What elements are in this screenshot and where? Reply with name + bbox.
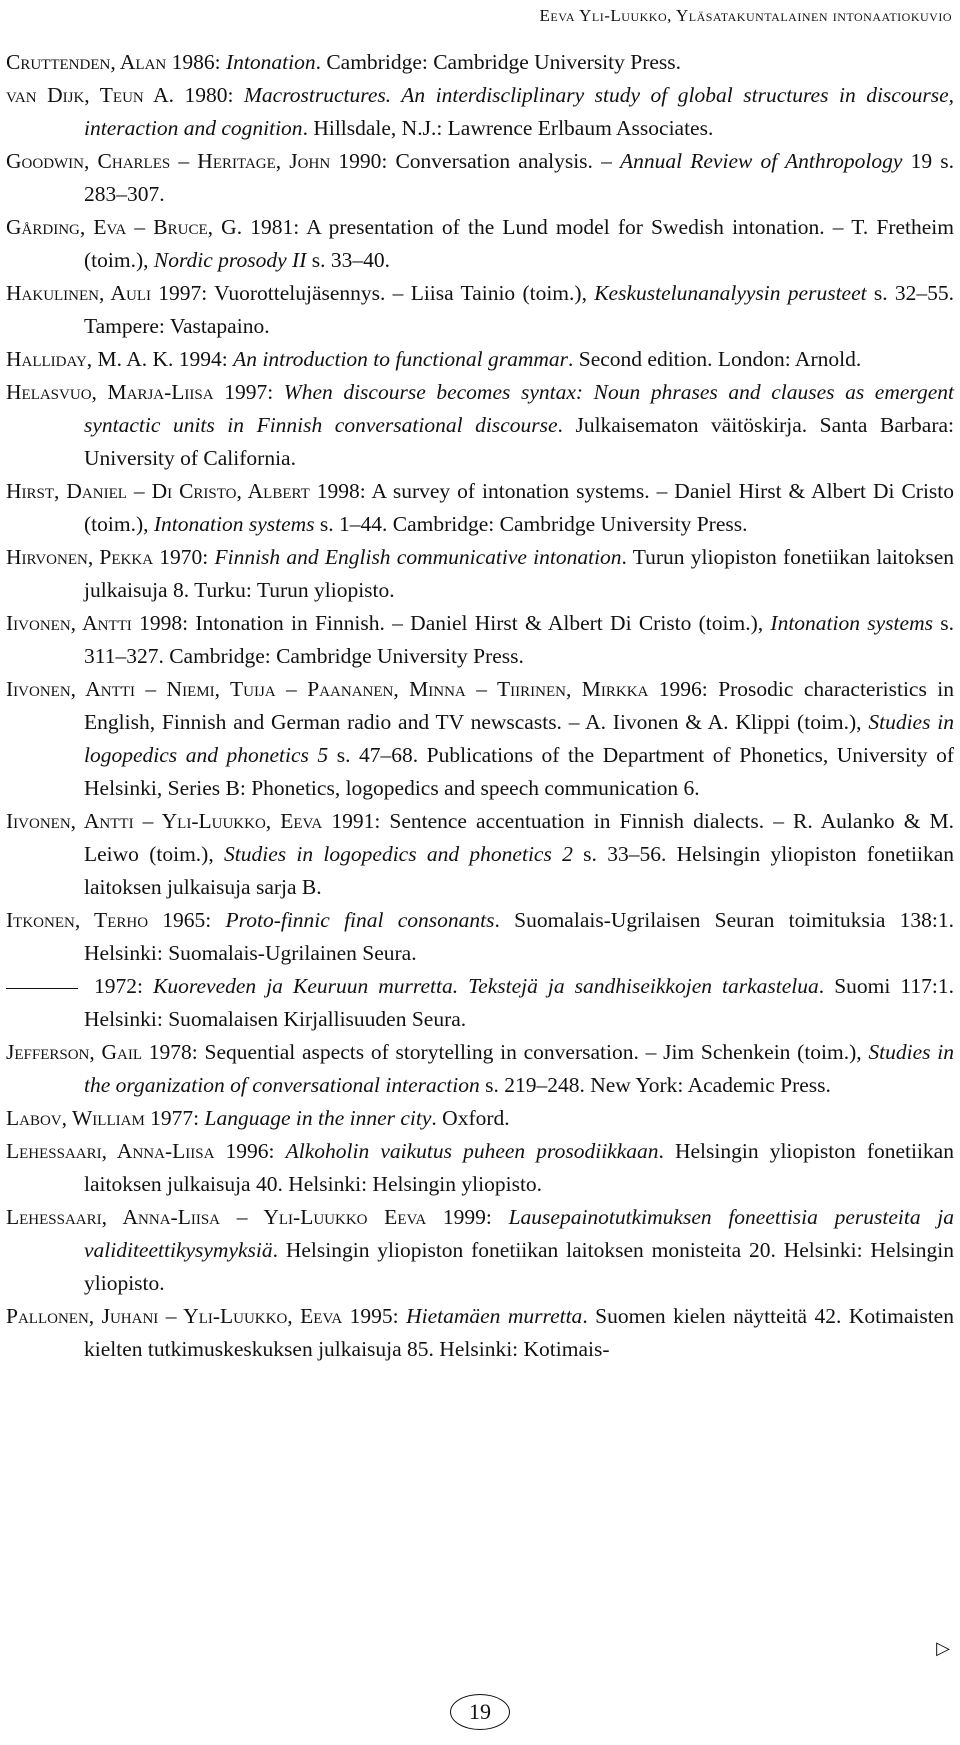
reference-entry	[6, 376, 954, 475]
reference-entry	[6, 970, 954, 1036]
reference-text: 1997:	[213, 380, 284, 404]
reference-author: Hakulinen, Auli	[6, 281, 151, 305]
running-header: Eeva Yli-Luukko, Yläsatakuntalainen intonaatiokuvio	[539, 6, 952, 25]
reference-author: Gårding, Eva – Bruce, G.	[6, 215, 243, 239]
reference-entry	[6, 904, 954, 970]
reference-text: 1990: Conversation analysis. –	[330, 149, 620, 173]
reference-title: Keskustelunanalyysin perusteet	[594, 281, 867, 305]
reference-text: s. 219–248. New York: Academic Press.	[479, 1073, 831, 1097]
continuation-arrow-icon: ▷	[936, 1638, 950, 1659]
reference-text: 1994:	[173, 347, 234, 371]
reference-text: . Oxford.	[431, 1106, 510, 1130]
reference-entry	[6, 805, 954, 904]
reference-title: When discourse becomes syntax: Noun phrases and clauses as emergent syntactic units in Finnish conversational discourse	[84, 380, 955, 437]
reference-text: 19 s. 283–307.	[84, 149, 954, 206]
reference-text: 1972:	[84, 974, 154, 998]
reference-text: 1978: Sequential aspects of storytelling in conversation. – Jim Schenkein (toim.),	[142, 1040, 869, 1064]
reference-text: s. 47–68. Publications of the Department of Phonetics, University of Helsinki, Series B: Phonetics, logopedics and speech communication 6.	[84, 743, 954, 800]
reference-entry	[6, 607, 954, 673]
reference-entry	[6, 1036, 954, 1102]
reference-author: Iivonen, Antti	[6, 611, 132, 635]
reference-text: 1986:	[166, 50, 226, 74]
reference-author: van Dijk, Teun A.	[6, 83, 174, 107]
page-number	[450, 1694, 510, 1730]
page-number-label: 19	[469, 1699, 491, 1724]
reference-author: Hirvonen, Pekka	[6, 545, 154, 569]
reference-entry	[6, 1201, 954, 1300]
reference-entry	[6, 475, 954, 541]
reference-title: Alkoholin vaikutus puheen prosodiikkaan	[285, 1139, 659, 1163]
reference-author: Goodwin, Charles – Heritage, John	[6, 149, 331, 173]
reference-text: . Hillsdale, N.J.: Lawrence Erlbaum Associates.	[302, 116, 714, 140]
reference-title: Hietamäen murretta	[406, 1304, 583, 1328]
reference-text: . Suomen kielen näytteitä 42. Kotimaisten kielten tutkimuskeskuksen julkaisuja 85. Helsinki: Kotimais-	[84, 1304, 954, 1361]
reference-entry	[6, 79, 954, 145]
reference-entry	[6, 541, 954, 607]
reference-author: Jefferson, Gail	[6, 1040, 143, 1064]
reference-entry	[6, 673, 954, 805]
reference-entry	[6, 277, 954, 343]
reference-text: 1997: Vuorottelujäsennys. – Liisa Tainio (toim.),	[151, 281, 595, 305]
reference-title: Studies in logopedics and phonetics 2	[224, 842, 573, 866]
reference-text: s. 311–327. Cambridge: Cambridge University Press.	[84, 611, 954, 668]
reference-author: Cruttenden, Alan	[6, 50, 167, 74]
reference-text: 1996: Prosodic characteristics in English, Finnish and German radio and TV newscasts. – A. Iivonen & A. Klippi (toim.),	[84, 677, 954, 734]
reference-author: Helasvuo, Marja-Liisa	[6, 380, 214, 404]
reference-text: 1970:	[153, 545, 215, 569]
reference-text: 1998: Intonation in Finnish. – Daniel Hirst & Albert Di Cristo (toim.),	[131, 611, 771, 635]
reference-text: 1980:	[173, 83, 244, 107]
reference-text: 1981: A presentation of the Lund model for Swedish intonation. – T. Fretheim (toim.),	[84, 215, 954, 272]
reference-author: Itkonen, Terho	[6, 908, 149, 932]
reference-entry	[6, 211, 954, 277]
reference-text: s. 33–56. Helsingin yliopiston fonetiikan laitoksen julkaisuja sarja B.	[84, 842, 954, 899]
reference-text: s. 33–40.	[306, 248, 390, 272]
reference-text: . Helsingin yliopiston fonetiikan laitoksen julkaisuja 40. Helsinki: Helsingin yliopisto.	[84, 1139, 954, 1196]
reference-text: . Helsingin yliopiston fonetiikan laitoksen monisteita 20. Helsinki: Helsingin yliopisto.	[84, 1238, 954, 1295]
reference-title: Lausepainotutkimuksen foneettisia perusteita ja validiteettikysymyksiä	[84, 1205, 954, 1262]
reference-author: Lehessaari, Anna-Liisa	[6, 1139, 215, 1163]
reference-entry	[6, 46, 954, 79]
reference-text: 1995:	[342, 1304, 407, 1328]
reference-text: . Cambridge: Cambridge University Press.	[315, 50, 682, 74]
reference-title: Language in the inner city	[204, 1106, 432, 1130]
reference-title: Intonation	[225, 50, 316, 74]
reference-title: Proto-finnic final consonants	[225, 908, 495, 932]
reference-title: Annual Review of Anthropology	[619, 149, 903, 173]
reference-text: 1977:	[144, 1106, 205, 1130]
reference-title: An introduction to functional grammar	[233, 347, 568, 371]
reference-author: Pallonen, Juhani – Yli-Luukko, Eeva	[6, 1304, 343, 1328]
reference-title: Intonation systems	[770, 611, 933, 635]
ditto-dash	[6, 988, 78, 989]
reference-text: . Julkaisematon väitöskirja. Santa Barbara: University of California.	[84, 413, 954, 470]
reference-entry	[6, 145, 954, 211]
reference-author: Labov, William	[6, 1106, 145, 1130]
reference-text: . Suomi 117:1. Helsinki: Suomalaisen Kirjallisuuden Seura.	[84, 974, 954, 1031]
reference-title: Macrostructures. An interdiscliplinary study of global structures in discourse, interaction and cognition	[84, 83, 954, 140]
reference-title: Intonation systems	[153, 512, 315, 536]
reference-text: 1998: A survey of intonation systems. – Daniel Hirst & Albert Di Cristo (toim.),	[84, 479, 955, 536]
reference-text: s. 1–44. Cambridge: Cambridge University Press.	[314, 512, 748, 536]
reference-entry	[6, 1300, 954, 1366]
reference-title: Studies in logopedics and phonetics 5	[84, 710, 954, 767]
reference-text: . Turun yliopiston fonetiikan laitoksen julkaisuja 8. Turku: Turun yliopisto.	[84, 545, 955, 602]
reference-text: 1991: Sentence accentuation in Finnish dialects. – R. Aulanko & M. Leiwo (toim.),	[84, 809, 954, 866]
reference-text: . Second edition. London: Arnold.	[568, 347, 862, 371]
reference-text: 1996:	[214, 1139, 286, 1163]
reference-text: s. 32–55. Tampere: Vastapaino.	[84, 281, 955, 338]
reference-entry	[6, 1102, 954, 1135]
reference-entry	[6, 1135, 954, 1201]
reference-title: Finnish and English communicative intonation	[214, 545, 622, 569]
reference-list	[6, 46, 954, 1366]
reference-author: Iivonen, Antti – Yli-Luukko, Eeva	[6, 809, 323, 833]
reference-title: Kuoreveden ja Keuruun murretta. Tekstejä ja sandhiseikkojen tarkastelua	[153, 974, 819, 998]
reference-author: Hirst, Daniel – Di Cristo, Albert	[6, 479, 310, 503]
reference-author: Iivonen, Antti – Niemi, Tuija – Paananen, Minna – Tiirinen, Mirkka	[6, 677, 649, 701]
reference-author: Halliday, M. A. K.	[6, 347, 174, 371]
reference-text: . Suomalais-Ugrilaisen Seuran toimituksia 138:1. Helsinki: Suomalais-Ugrilainen Seura.	[84, 908, 954, 965]
reference-author: Lehessaari, Anna-Liisa – Yli-Luukko Eeva	[6, 1205, 427, 1229]
reference-text: 1965:	[148, 908, 226, 932]
reference-entry	[6, 343, 954, 376]
reference-text: 1999:	[426, 1205, 509, 1229]
reference-title: Nordic prosody II	[153, 248, 307, 272]
reference-title: Studies in the organization of conversational interaction	[84, 1040, 954, 1097]
